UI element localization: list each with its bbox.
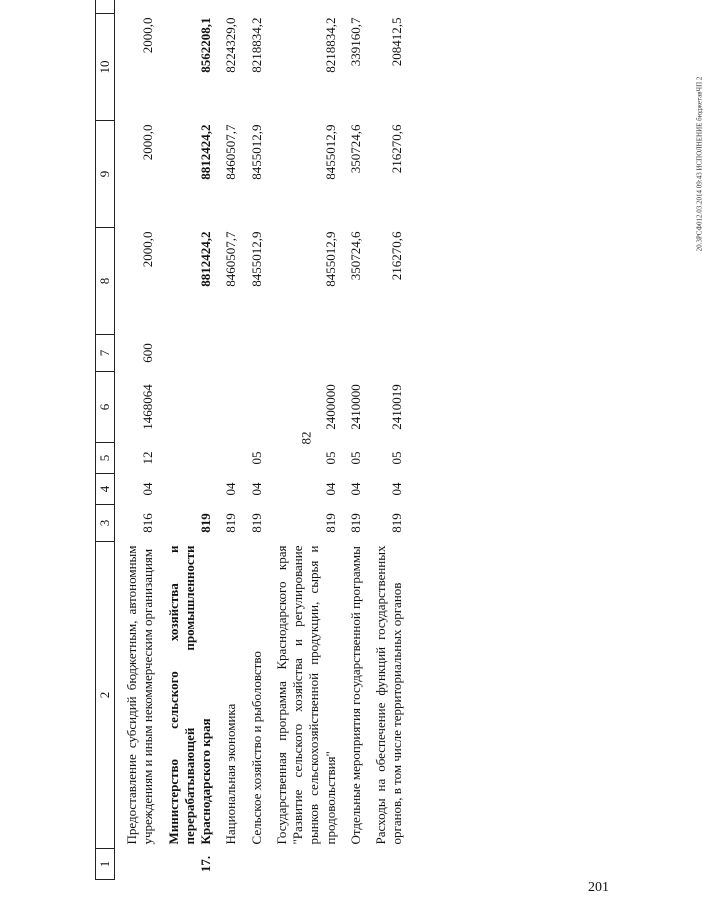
cell-c6: [214, 372, 239, 443]
cell-c5: 05: [347, 451, 363, 465]
cell-c5: 05: [248, 451, 264, 465]
cell-name: Расходы на обеспечение функций государственных органов, в том числе территориальных органов: [373, 545, 405, 845]
cell-num: [240, 849, 265, 880]
cell-c11: [265, 0, 339, 14]
header-cell: 4: [96, 474, 115, 505]
cell-name: Отдельные мероприятия государственной программы: [347, 546, 363, 845]
cell-c5: 05: [389, 451, 405, 465]
cell-c9: 8812424,2: [198, 124, 213, 180]
cell-c6: [240, 372, 265, 443]
header-cell: 7: [96, 335, 115, 372]
cell-c5: 05: [322, 451, 338, 465]
cell-c9: 8455012,9: [322, 124, 338, 180]
cell-c3: 819: [198, 513, 213, 533]
table-row: [339, 0, 364, 880]
cell-c8: 2000,0: [140, 231, 156, 268]
cell-c9: 216270,6: [389, 124, 405, 174]
cell-c3: 819: [223, 513, 239, 533]
cell-c4: [157, 474, 215, 505]
cell-c8: 8460507,7: [223, 231, 239, 287]
cell-c7: [364, 335, 406, 372]
cell-c6: 2410019: [389, 384, 405, 430]
header-cell: 1: [96, 849, 115, 880]
cell-c3: 819: [248, 513, 264, 533]
table-body: [115, 0, 406, 880]
cell-name: Национальная экономика: [223, 703, 239, 845]
cell-c11: [157, 0, 215, 14]
cell-c6: [157, 372, 215, 443]
cell-c10: 8218834,2: [322, 17, 338, 73]
cell-c3: 816: [140, 513, 156, 533]
cell-c4: 04: [140, 482, 156, 496]
cell-c6: 2410000: [347, 384, 363, 430]
cell-c8: 8812424,2: [198, 231, 213, 287]
cell-c4: 04: [322, 482, 338, 496]
cell-c4: 04: [248, 482, 264, 496]
cell-c7: [240, 335, 265, 372]
budget-table: [95, 0, 406, 880]
cell-c9: 8455012,9: [248, 124, 264, 180]
header-cell: 3: [96, 505, 115, 542]
cell-c7: [157, 335, 215, 372]
cell-c6: 1468064: [140, 384, 156, 430]
cell-c3: 819: [389, 513, 405, 533]
cell-c4: 04: [347, 482, 363, 496]
table-row: [214, 0, 239, 880]
cell-num: 17.: [198, 855, 213, 873]
cell-c10: 8218834,2: [248, 17, 264, 73]
cell-c7: [214, 335, 239, 372]
cell-c5: [214, 443, 239, 474]
cell-c11: [339, 0, 364, 14]
cell-c8: 350724,6: [347, 231, 363, 281]
cell-name: Государственная программа Краснодарского края "Развитие сельского хозяйства и регулирование рынков сельскохозяйственной продукции, сырья и продовольствия": [273, 545, 338, 845]
header-cell: 8: [96, 228, 115, 335]
cell-num: [265, 849, 339, 880]
cell-c8: 8455012,9: [322, 231, 338, 287]
header-cell: 5: [96, 443, 115, 474]
cell-c10: 8562208,1: [198, 17, 213, 73]
table-header-row: [96, 0, 115, 880]
cell-c7: 600: [140, 343, 156, 363]
cell-c11: [364, 0, 406, 14]
table-row: [157, 0, 215, 880]
cell-name: Министерство сельского хозяйства и перерабатывающей промышленности Краснодарского края: [165, 545, 213, 845]
cell-num: [339, 849, 364, 880]
cell-num: [214, 849, 239, 880]
cell-c4: 04: [223, 482, 239, 496]
header-cell: 9: [96, 121, 115, 228]
sheet-number: 201: [588, 880, 609, 895]
cell-c3: 819: [347, 513, 363, 533]
cell-c7: [265, 335, 339, 372]
header-cell: [96, 0, 115, 14]
cell-c8: 216270,6: [389, 231, 405, 281]
cell-c5: [157, 443, 215, 474]
table-row: [364, 0, 406, 880]
cell-c6: 2400000: [322, 384, 338, 430]
header-cell: 2: [96, 542, 115, 849]
cell-c4: 04: [389, 482, 405, 496]
cell-c11: [240, 0, 265, 14]
page-number: 82: [298, 431, 314, 445]
table-row: [265, 0, 339, 880]
cell-c3: 819: [322, 513, 338, 533]
cell-c9: 2000,0: [140, 124, 156, 161]
cell-num: [364, 849, 406, 880]
rotated-table-container: [95, 17, 617, 880]
document-code: 20.3РСФ012.03.2014 09:43 ИСПОЛНЕНИЕ бюджетавЧП 2: [695, 76, 703, 252]
header-cell: 10: [96, 14, 115, 121]
header-cell: 6: [96, 372, 115, 443]
table-row: [115, 0, 157, 880]
table-row: [240, 0, 265, 880]
cell-c11: [115, 0, 157, 14]
cell-num: [115, 849, 157, 880]
cell-c9: 8460507,7: [223, 124, 239, 180]
cell-c11: [214, 0, 239, 14]
cell-c9: 350724,6: [347, 124, 363, 174]
cell-c8: 8455012,9: [248, 231, 264, 287]
cell-name: Предоставление субсидий бюджетным, автономным учреждениям и иным некоммерческим организациям: [124, 545, 156, 845]
cell-c10: 208412,5: [389, 17, 405, 67]
cell-c10: 8224329,0: [223, 17, 239, 73]
cell-c7: [339, 335, 364, 372]
cell-name: Сельское хозяйство и рыболовство: [248, 651, 264, 845]
cell-c10: 2000,0: [140, 17, 156, 54]
cell-c10: 339160,7: [347, 17, 363, 67]
cell-c5: 12: [140, 451, 156, 465]
